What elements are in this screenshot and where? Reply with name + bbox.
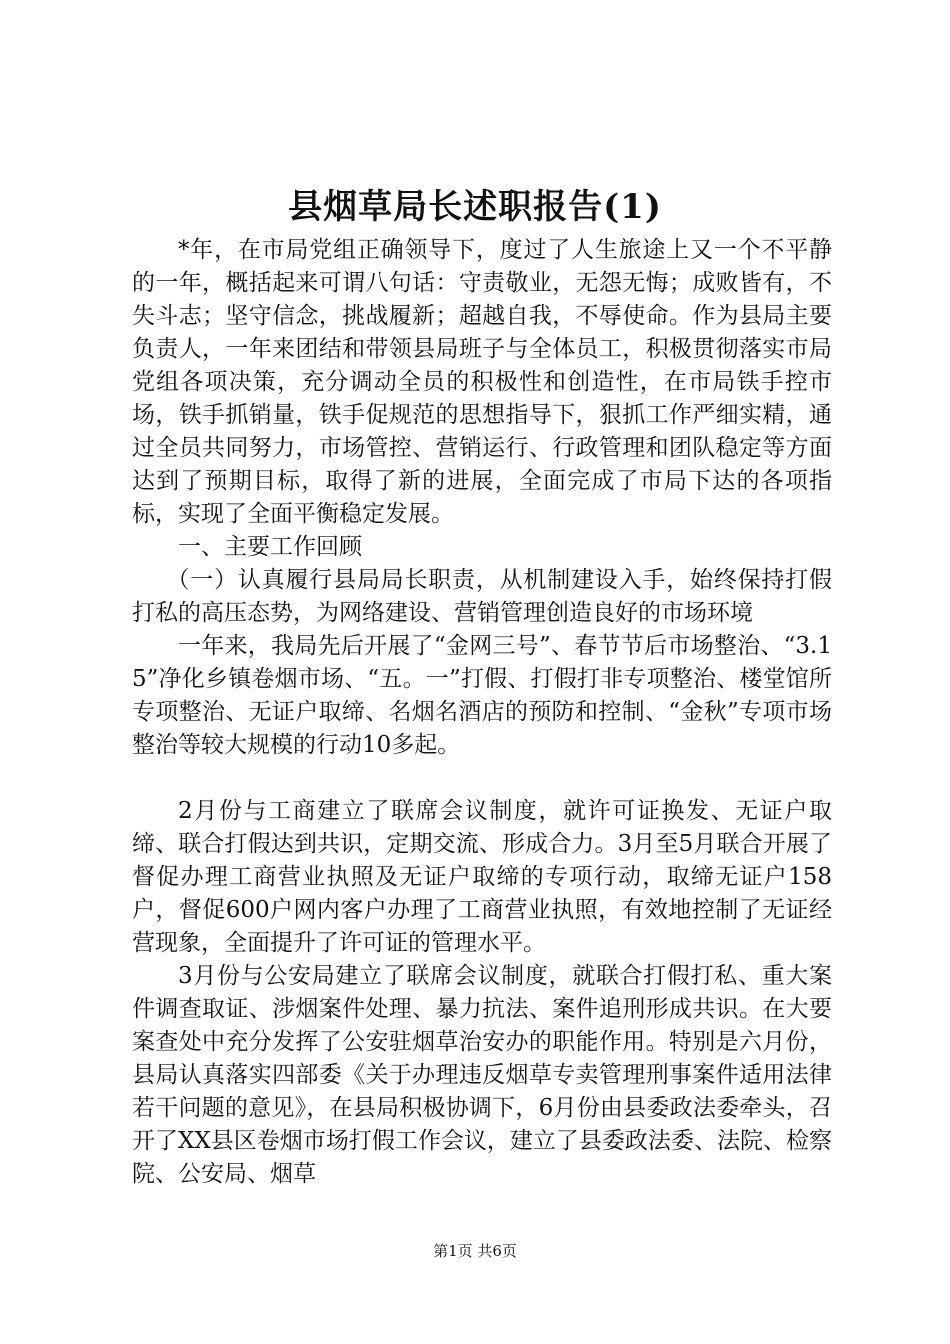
paragraph-commerce: 2月份与工商建立了联席会议制度，就许可证换发、无证户取缔、联合打假达到共识，定期交流、形成合力。3月至5月联合开展了督促办理工商营业执照及无证户取缔的专项行动，取缔无证户158户，督促600户网内客户办理了工商营业执照，有效地控制了无证经营现象，全面提升了许可证的管理水平。 — [132, 798, 832, 956]
section-heading: 一、主要工作回顾 — [178, 534, 362, 560]
document-title: 县烟草局长述职报告(1) — [288, 187, 662, 227]
document-body — [132, 234, 832, 1191]
page-footer: 第1页 共6页 — [433, 1242, 517, 1260]
subsection-heading: （一）认真履行县局局长职责，从机制建设入手，始终保持打假打私的高压态势，为网络建设、营销管理创造良好的市场环境 — [132, 567, 832, 626]
paragraph-intro: *年，在市局党组正确领导下，度过了人生旅途上又一个不平静的一年，概括起来可谓八句话：守责敬业，无怨无悔；成败皆有，不失斗志；坚守信念，挑战履新；超越自我，不辱使命。作为县局主要负责人，一年来团结和带领县局班子与全体员工，积极贯彻落实市局党组各项决策，充分调动全员的积极性和创造性，在市局铁手控市场，铁手抓销量，铁手促规范的思想指导下，狠抓工作严细实精，通过全员共同努力，市场管控、营销运行、行政管理和团队稳定等方面达到了预期目标，取得了新的进展，全面完成了市局下达的各项指标，实现了全面平衡稳定发展。 — [132, 237, 832, 527]
paragraph-actions: 一年来，我局先后开展了“金网三号”、春节节后市场整治、“3.15”净化乡镇卷烟市场、“五。一”打假、打假打非专项整治、楼堂馆所专项整治、无证户取缔、名烟名酒店的预防和控制、“金秋”专项市场整治等较大规模的行动10多起。 — [132, 633, 832, 758]
paragraph-police: 3月份与公安局建立了联席会议制度，就联合打假打私、重大案件调查取证、涉烟案件处理、暴力抗法、案件追刑形成共识。在大要案查处中充分发挥了公安驻烟草治安办的职能作用。特别是六月份，县局认真落实四部委《关于办理违反烟草专卖管理刑事案件适用法律若干问题的意见》，在县局积极协调下，6月份由县委政法委牵头，召开了XX县区卷烟市场打假工作会议，建立了县委政法委、法院、检察院、公安局、烟草 — [132, 963, 832, 1187]
